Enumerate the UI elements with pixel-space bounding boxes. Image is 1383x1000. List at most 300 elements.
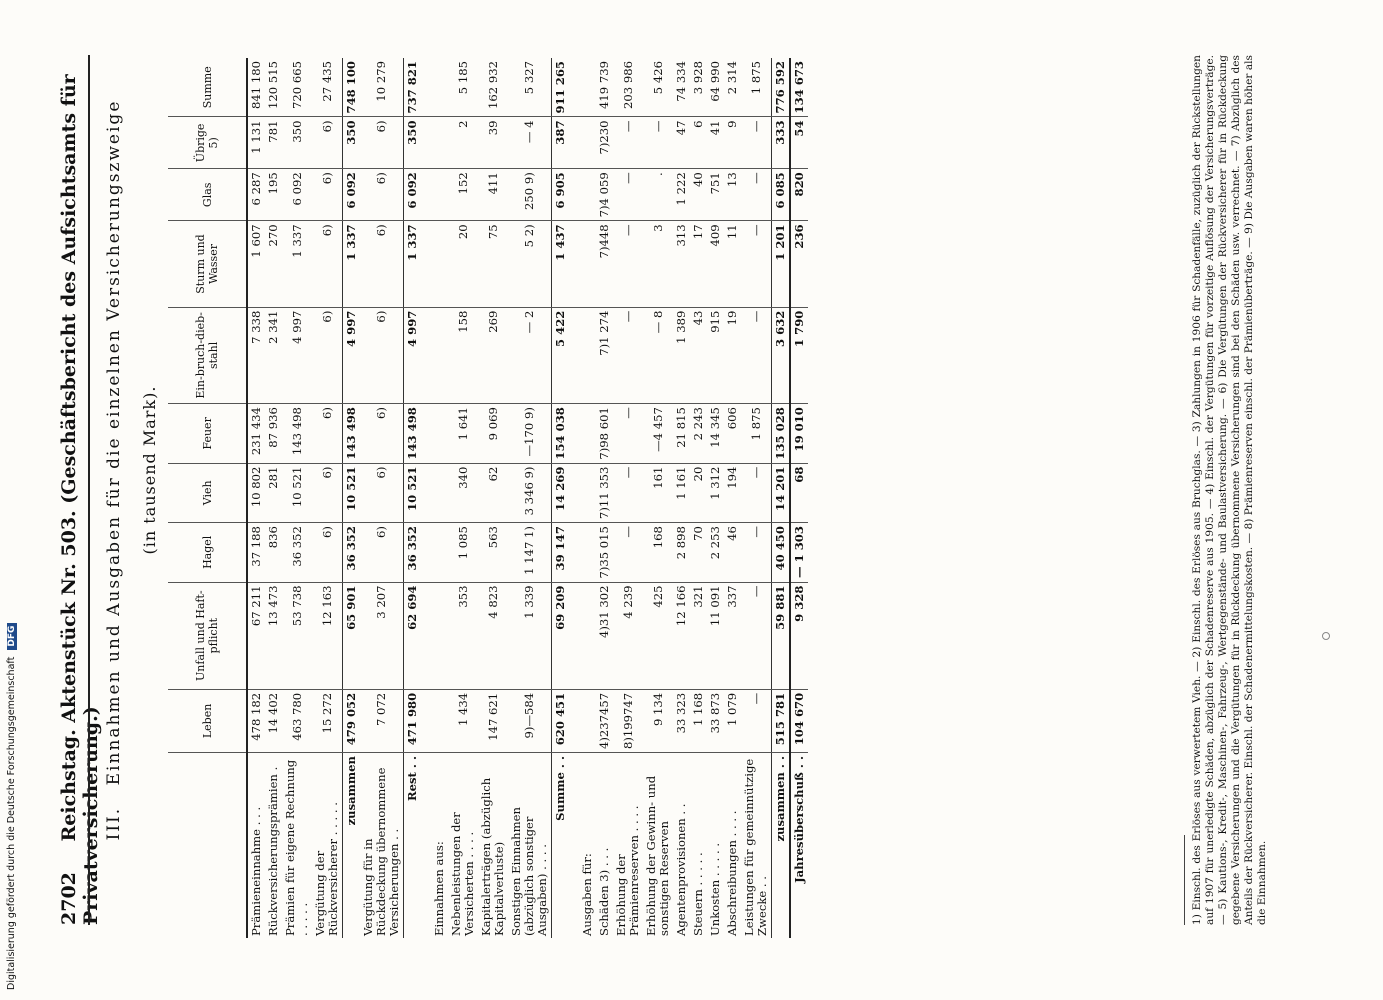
- table-cell: — 8: [643, 307, 673, 403]
- table-cell: [569, 58, 596, 117]
- table-row: [360, 58, 404, 938]
- table-cell: 143 498: [282, 404, 312, 463]
- table-cell: 39 147: [552, 523, 570, 582]
- table-cell: 9: [724, 117, 741, 169]
- table-cell: 250 9): [508, 169, 552, 221]
- table-cell: 14 345: [707, 404, 724, 463]
- table-cell: 11 091: [707, 582, 724, 689]
- table-cell: 281: [265, 463, 282, 522]
- table-cell: 1 312: [707, 463, 724, 522]
- table-cell: [569, 117, 596, 169]
- table-cell: 195: [265, 169, 282, 221]
- table-cell: 350: [404, 117, 422, 169]
- row-label: Rest . .: [404, 753, 422, 939]
- table-row: [312, 58, 343, 938]
- table-row: [343, 58, 361, 938]
- column-header: Glas: [168, 169, 247, 221]
- table-cell: 471 980: [404, 689, 422, 752]
- table-cell: —: [741, 463, 772, 522]
- table-cell: 27 435: [312, 58, 343, 117]
- table-header-row: [168, 58, 247, 938]
- table-cell: 1 168: [690, 689, 707, 752]
- table-cell: —: [613, 169, 643, 221]
- footnote-rule: [1184, 835, 1185, 925]
- table-row: [569, 58, 596, 938]
- dfg-logo: DFG: [7, 623, 17, 650]
- table-row: [421, 58, 448, 938]
- row-label: Einnahmen aus:: [432, 841, 446, 936]
- table-cell: 6): [360, 523, 404, 582]
- section-title-text: Einnahmen und Ausgaben für die einzelnen Versicherungszweige: [104, 99, 124, 786]
- table-cell: 6): [360, 307, 404, 403]
- table-cell: [421, 523, 448, 582]
- table-cell: 231 434: [247, 404, 265, 463]
- table-cell: 6): [360, 463, 404, 522]
- table-cell: 14 201: [772, 463, 791, 522]
- table-cell: 9 134: [643, 689, 673, 752]
- column-header: Unfall und Haft-pflicht: [168, 582, 247, 689]
- table-cell: 12 166: [673, 582, 690, 689]
- table-cell: 104 670: [790, 689, 808, 752]
- table-cell: 67 211: [247, 582, 265, 689]
- row-label: Unkosten . . . . .: [708, 842, 722, 936]
- row-label: Nebenleistungen der Versicherten . . . .: [449, 812, 476, 936]
- table-row: [690, 58, 707, 938]
- table-cell: 1 337: [404, 221, 422, 307]
- table-cell: 6 905: [552, 169, 570, 221]
- table-cell: —: [613, 463, 643, 522]
- table-cell: 911 265: [552, 58, 570, 117]
- table-cell: 6): [312, 117, 343, 169]
- table-cell: 74 334: [673, 58, 690, 117]
- table-cell: 7)98 601: [596, 404, 613, 463]
- table-cell: 120 515: [265, 58, 282, 117]
- table-cell: 321: [690, 582, 707, 689]
- table-cell: 1 337: [282, 221, 312, 307]
- table-row: [596, 58, 613, 938]
- table-cell: 158: [448, 307, 478, 403]
- page-title: Reichstag. Aktenstück Nr. 503. (Geschäftsbericht des Aufsichtsamts für Privatversicherung.): [58, 74, 102, 925]
- table-cell: 751: [707, 169, 724, 221]
- table-cell: 161: [643, 463, 673, 522]
- table-cell: 3: [643, 221, 673, 307]
- table-cell: 9 069: [478, 404, 508, 463]
- table-row: [552, 58, 570, 938]
- table-cell: 87 936: [265, 404, 282, 463]
- column-header: Leben: [168, 689, 247, 752]
- table-cell: 64 990: [707, 58, 724, 117]
- footnote-text: 1) Einschl. des Erlöses aus verwertetem Vieh. — 2) Einschl. des Erlöses aus Bruchglas. — 3) Zahlungen in 1906 für Schadenfälle, zuzüglich der Rückstellungen auf 1907 für unerledigte Schäden, abzüglich der Schadenreserve aus 1905. — 4) Einschl. der Vergütungen für vorzeitige Auflösung der Versicherungsverträge. — 5) Kautions-, Kredit-, Maschinen-, Fahrzeug-, Wertgegenstände- und Baulastversicherung. — 6) Die Vergütungen der Rückversicherer für in Rückdeckung gegebene Versicherungen und die Vergütungen für in Rückdeckung übernommene Versicherungen sind bei den Schäden usw. verrechnet. — 7) Abzüglich des Anteils der Rückversicherer. Einschl. der Schadenermittelungskosten. — 8) Prämienreserven einschl. der Prämienüberträge. — 9) Die Ausgaben waren höher als die Einnahmen.: [1191, 55, 1268, 925]
- table-cell: 194: [724, 463, 741, 522]
- row-label: Steuern . . . . .: [691, 852, 705, 936]
- table-cell: 17: [690, 221, 707, 307]
- label-header: [168, 753, 247, 939]
- table-row: [508, 58, 552, 938]
- table-cell: 425: [643, 582, 673, 689]
- table-cell: —: [741, 221, 772, 307]
- table-cell: 10 521: [404, 463, 422, 522]
- table-cell: 143 498: [404, 404, 422, 463]
- table-cell: [569, 404, 596, 463]
- table-cell: [421, 169, 448, 221]
- table-cell: [569, 463, 596, 522]
- table-cell: 37 188: [247, 523, 265, 582]
- table-cell: 6 287: [247, 169, 265, 221]
- table-cell: 7)1 274: [596, 307, 613, 403]
- table-cell: [569, 221, 596, 307]
- table-cell: 1 201: [772, 221, 791, 307]
- page-header: [58, 55, 102, 925]
- table-row: [643, 58, 673, 938]
- table-cell: 2 314: [724, 58, 741, 117]
- table-cell: 1 222: [673, 169, 690, 221]
- table-cell: 147 621: [478, 689, 508, 752]
- table-cell: 7 072: [360, 689, 404, 752]
- row-label: Prämieneinnahme . . .: [249, 806, 263, 936]
- table-cell: 14 269: [552, 463, 570, 522]
- table-cell: 40: [690, 169, 707, 221]
- table-cell: 4 997: [343, 307, 361, 403]
- table-cell: 836: [265, 523, 282, 582]
- table-cell: 1 085: [448, 523, 478, 582]
- table-cell: 41: [707, 117, 724, 169]
- table-row: [247, 58, 265, 938]
- table-cell: —: [643, 117, 673, 169]
- table-cell: —: [741, 117, 772, 169]
- table-cell: 1 339: [508, 582, 552, 689]
- table-cell: .: [643, 169, 673, 221]
- table-cell: 340: [448, 463, 478, 522]
- table-cell: 563: [478, 523, 508, 582]
- row-label: Jahresüberschuß . .: [790, 753, 808, 939]
- table-cell: 75: [478, 221, 508, 307]
- table-cell: 2 898: [673, 523, 690, 582]
- table-cell: 12 163: [312, 582, 343, 689]
- row-label: Prämien für eigene Rechnung . . . . .: [283, 759, 310, 936]
- table-cell: 3 632: [772, 307, 791, 403]
- table-row: [724, 58, 741, 938]
- table-cell: 2: [448, 117, 478, 169]
- column-header: Ein-bruch-dieb-stahl: [168, 307, 247, 403]
- row-label: Erhöhung der Prämienreserven . . . .: [614, 805, 641, 936]
- column-header: Hagel: [168, 523, 247, 582]
- table-cell: 1 147 1): [508, 523, 552, 582]
- row-label: Leistungen für gemeinnützige Zwecke . .: [742, 758, 769, 936]
- table-cell: 350: [282, 117, 312, 169]
- table-cell: —: [613, 523, 643, 582]
- table-cell: 9)—584: [508, 689, 552, 752]
- table-cell: 62: [478, 463, 508, 522]
- table-cell: [569, 523, 596, 582]
- table-cell: 8)199747: [613, 689, 643, 752]
- table-row: [448, 58, 478, 938]
- table-cell: 152: [448, 169, 478, 221]
- table-cell: 47: [673, 117, 690, 169]
- table-cell: — 4: [508, 117, 552, 169]
- table-cell: —: [613, 117, 643, 169]
- row-label: Kapitalerträgen (abzüglich Kapitalverluste): [479, 777, 506, 936]
- table-cell: 337: [724, 582, 741, 689]
- column-header: Feuer: [168, 404, 247, 463]
- table-cell: 409: [707, 221, 724, 307]
- table-cell: 463 780: [282, 689, 312, 752]
- table-cell: 4 823: [478, 582, 508, 689]
- table-cell: 7)35 015: [596, 523, 613, 582]
- table-cell: 1 131: [247, 117, 265, 169]
- header-rule: [88, 55, 90, 925]
- table-cell: [421, 58, 448, 117]
- table-cell: 62 694: [404, 582, 422, 689]
- table-cell: —: [741, 689, 772, 752]
- table-cell: 1 875: [741, 404, 772, 463]
- table-cell: 776 592: [772, 58, 791, 117]
- table-cell: 387: [552, 117, 570, 169]
- table-cell: 479 052: [343, 689, 361, 752]
- section-subtitle: (in tausend Mark).: [140, 385, 159, 555]
- table-cell: —: [613, 404, 643, 463]
- table-cell: 135 028: [772, 404, 791, 463]
- table-cell: 3 207: [360, 582, 404, 689]
- table-cell: 236: [790, 221, 808, 307]
- table-cell: 915: [707, 307, 724, 403]
- table-cell: 4 239: [613, 582, 643, 689]
- table-cell: 6): [360, 117, 404, 169]
- table-cell: 2 341: [265, 307, 282, 403]
- table-cell: 39: [478, 117, 508, 169]
- table-cell: 7)448: [596, 221, 613, 307]
- table-cell: 820: [790, 169, 808, 221]
- scan-mark: [1322, 632, 1330, 640]
- table-row: [772, 58, 791, 938]
- table-cell: 1 875: [741, 58, 772, 117]
- table-cell: 620 451: [552, 689, 570, 752]
- table-cell: 4)237457: [596, 689, 613, 752]
- table-cell: [569, 307, 596, 403]
- table-cell: 19 010: [790, 404, 808, 463]
- table-cell: — 1 303: [790, 523, 808, 582]
- finance-table: [168, 58, 808, 938]
- table-cell: 3 346 9): [508, 463, 552, 522]
- dfg-credit: [6, 0, 17, 990]
- table-cell: 1 161: [673, 463, 690, 522]
- table-cell: 5 422: [552, 307, 570, 403]
- table-cell: [421, 404, 448, 463]
- table-cell: 19: [724, 307, 741, 403]
- table-cell: [421, 221, 448, 307]
- table-cell: 515 781: [772, 689, 791, 752]
- table-cell: 33 873: [707, 689, 724, 752]
- table-cell: 4 997: [404, 307, 422, 403]
- table-cell: 748 100: [343, 58, 361, 117]
- table-cell: 6): [312, 307, 343, 403]
- table-cell: 6): [312, 463, 343, 522]
- row-label: Summe . .: [552, 753, 570, 939]
- table-cell: 1 790: [790, 307, 808, 403]
- table-cell: [569, 582, 596, 689]
- row-label: Erhöhung der Gewinn- und sonstigen Reserven: [644, 775, 671, 936]
- table-row: [478, 58, 508, 938]
- table-cell: 419 739: [596, 58, 613, 117]
- table-cell: 10 521: [282, 463, 312, 522]
- row-label: Vergütung für in Rückdeckung übernommene Versicherungen . .: [361, 767, 401, 936]
- table-cell: 2 253: [707, 523, 724, 582]
- table-cell: 6): [312, 221, 343, 307]
- table-cell: 20: [690, 463, 707, 522]
- table-cell: — 2: [508, 307, 552, 403]
- table-cell: 6 085: [772, 169, 791, 221]
- row-label: Schäden 3) . . .: [597, 847, 611, 936]
- table-cell: 6 092: [282, 169, 312, 221]
- table-cell: —: [741, 169, 772, 221]
- table-cell: 43: [690, 307, 707, 403]
- table-cell: 11: [724, 221, 741, 307]
- table-cell: 269: [478, 307, 508, 403]
- table-cell: 1 389: [673, 307, 690, 403]
- table-cell: 5 2): [508, 221, 552, 307]
- table-cell: 14 402: [265, 689, 282, 752]
- table-cell: 10 279: [360, 58, 404, 117]
- table-cell: 350: [343, 117, 361, 169]
- table-cell: 33 323: [673, 689, 690, 752]
- table-cell: 5 426: [643, 58, 673, 117]
- section-number: III.: [104, 806, 124, 841]
- table-cell: 36 352: [343, 523, 361, 582]
- table-cell: 5 327: [508, 58, 552, 117]
- table-cell: 70: [690, 523, 707, 582]
- table-row: [741, 58, 772, 938]
- table-row: [265, 58, 282, 938]
- table-cell: [421, 582, 448, 689]
- table-cell: 333: [772, 117, 791, 169]
- table-cell: 46: [724, 523, 741, 582]
- table-cell: 6 092: [343, 169, 361, 221]
- table-cell: 168: [643, 523, 673, 582]
- table-cell: 737 821: [404, 58, 422, 117]
- table-cell: 10 521: [343, 463, 361, 522]
- table-row: [790, 58, 808, 938]
- table-cell: 59 881: [772, 582, 791, 689]
- table-cell: 353: [448, 582, 478, 689]
- table-cell: —: [741, 523, 772, 582]
- table-cell: 6): [312, 169, 343, 221]
- table-cell: 1 079: [724, 689, 741, 752]
- section-title: [104, 60, 124, 880]
- table-cell: 36 352: [404, 523, 422, 582]
- table-cell: 5 185: [448, 58, 478, 117]
- row-label: Abschreibungen . . . .: [725, 810, 739, 936]
- table-cell: [569, 689, 596, 752]
- table-cell: 841 180: [247, 58, 265, 117]
- table-cell: 1 437: [552, 221, 570, 307]
- row-label: Sonstigen Einnahmen (abzüglich sonstiger Ausgaben) . . . .: [509, 807, 549, 936]
- table-cell: 53 738: [282, 582, 312, 689]
- table-cell: 7 338: [247, 307, 265, 403]
- column-header: Übrige 5): [168, 117, 247, 169]
- table-cell: 6): [312, 404, 343, 463]
- table-cell: 40 450: [772, 523, 791, 582]
- table-cell: 36 352: [282, 523, 312, 582]
- table-cell: —4 457: [643, 404, 673, 463]
- table-cell: —170 9): [508, 404, 552, 463]
- column-header: Summe: [168, 58, 247, 117]
- table-cell: 54: [790, 117, 808, 169]
- table-cell: 68: [790, 463, 808, 522]
- table-cell: [569, 169, 596, 221]
- column-header: Vieh: [168, 463, 247, 522]
- table-cell: —: [741, 307, 772, 403]
- table-cell: 20: [448, 221, 478, 307]
- table-cell: 720 665: [282, 58, 312, 117]
- table-cell: 6): [360, 169, 404, 221]
- table-cell: 7)11 353: [596, 463, 613, 522]
- table-cell: [421, 689, 448, 752]
- table-cell: 7)4 059: [596, 169, 613, 221]
- table-row: [404, 58, 422, 938]
- table-cell: 65 901: [343, 582, 361, 689]
- table-cell: 6): [360, 221, 404, 307]
- row-label: zusammen . .: [772, 753, 791, 939]
- dfg-credit-text: Digitalisierung gefördert durch die Deutsche Forschungsgemeinschaft: [6, 656, 17, 990]
- row-label: Ausgaben für:: [580, 853, 594, 936]
- table-cell: 478 182: [247, 689, 265, 752]
- table-cell: 162 932: [478, 58, 508, 117]
- table-cell: 203 986: [613, 58, 643, 117]
- page-number: 2702: [58, 872, 80, 925]
- table-cell: 1 434: [448, 689, 478, 752]
- table-row: [282, 58, 312, 938]
- table-cell: 270: [265, 221, 282, 307]
- table-cell: 7)230: [596, 117, 613, 169]
- table-cell: 313: [673, 221, 690, 307]
- table-cell: 1 607: [247, 221, 265, 307]
- footnotes: [1184, 55, 1269, 925]
- table-cell: 134 673: [790, 58, 808, 117]
- table-cell: 3 928: [690, 58, 707, 117]
- table-cell: 6): [312, 523, 343, 582]
- table-cell: —: [741, 582, 772, 689]
- table-cell: 15 272: [312, 689, 343, 752]
- table-cell: 10 802: [247, 463, 265, 522]
- table-cell: 13: [724, 169, 741, 221]
- table-cell: 21 815: [673, 404, 690, 463]
- table-row: [613, 58, 643, 938]
- table-cell: —: [613, 307, 643, 403]
- table-cell: [421, 117, 448, 169]
- table-cell: 6): [360, 404, 404, 463]
- table-cell: 1 337: [343, 221, 361, 307]
- table-cell: 4 997: [282, 307, 312, 403]
- table-cell: 781: [265, 117, 282, 169]
- table-cell: —: [613, 221, 643, 307]
- table-cell: [421, 307, 448, 403]
- table-row: [673, 58, 690, 938]
- table-body: [247, 58, 808, 938]
- table-cell: 69 209: [552, 582, 570, 689]
- table-cell: 1 641: [448, 404, 478, 463]
- table-cell: 13 473: [265, 582, 282, 689]
- table-cell: [421, 463, 448, 522]
- table-cell: 9 328: [790, 582, 808, 689]
- column-header: Sturm und Wasser: [168, 221, 247, 307]
- table-cell: 143 498: [343, 404, 361, 463]
- table-cell: 411: [478, 169, 508, 221]
- row-label: Agentenprovisionen . .: [674, 803, 688, 936]
- row-label: zusammen: [343, 753, 361, 939]
- table-cell: 2 243: [690, 404, 707, 463]
- table-cell: 6: [690, 117, 707, 169]
- table-row: [707, 58, 724, 938]
- table-cell: 4)31 302: [596, 582, 613, 689]
